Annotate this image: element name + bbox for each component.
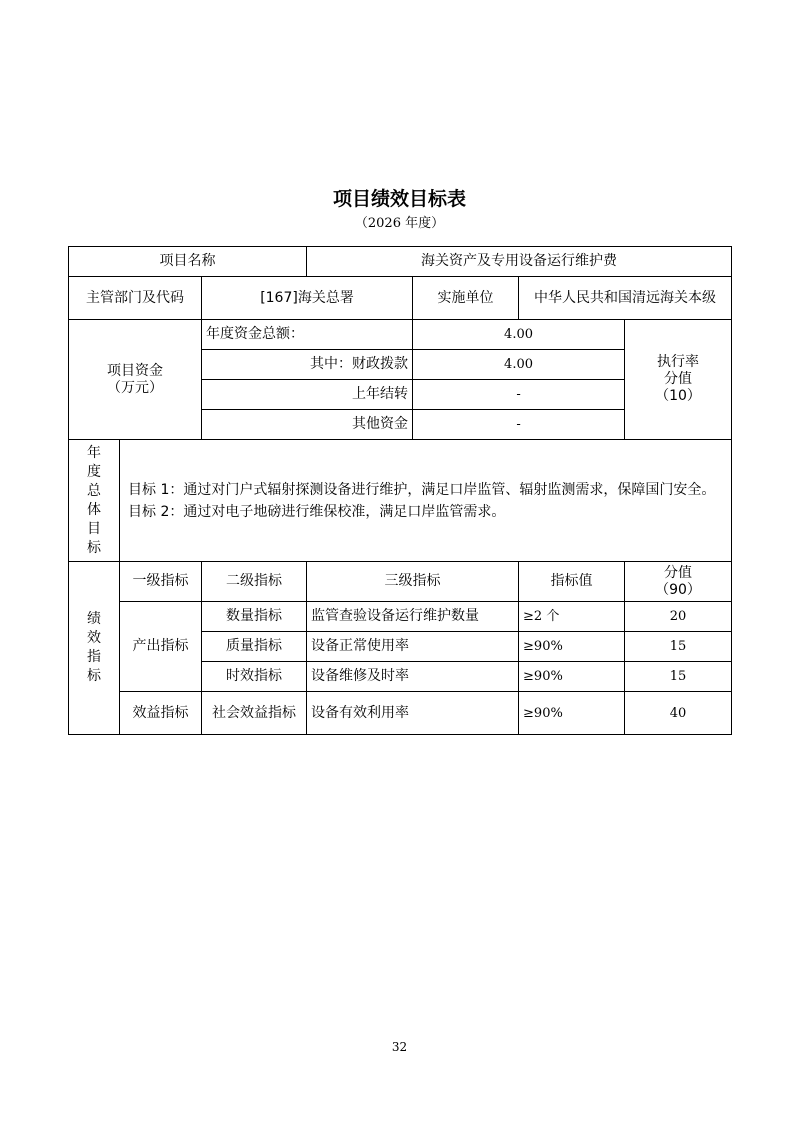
execution-rate-label: 执行率 分值 （10） bbox=[625, 320, 732, 440]
project-name-label: 项目名称 bbox=[69, 247, 307, 277]
annual-goal-label: 年 度 总 体 目 标 bbox=[69, 440, 120, 562]
header-level1: 一级指标 bbox=[120, 562, 202, 602]
page-number: 32 bbox=[391, 1040, 408, 1054]
table-row bbox=[69, 692, 732, 735]
funds-other-value: - bbox=[413, 410, 625, 440]
level3-cell: 设备有效利用率 bbox=[307, 692, 519, 735]
funds-total-value: 4.00 bbox=[413, 320, 625, 350]
impl-unit-label: 实施单位 bbox=[413, 277, 519, 320]
output-indicator-label: 产出指标 bbox=[120, 602, 202, 692]
table-row bbox=[69, 320, 732, 350]
dept-label: 主管部门及代码 bbox=[69, 277, 202, 320]
level2-cell: 时效指标 bbox=[202, 662, 307, 692]
page-title: 项目绩效目标表 bbox=[332, 188, 466, 210]
header-level2: 二级指标 bbox=[202, 562, 307, 602]
level3-cell: 设备正常使用率 bbox=[307, 632, 519, 662]
score-cell: 15 bbox=[625, 662, 732, 692]
funds-carryover-label: 上年结转 bbox=[202, 380, 413, 410]
funds-fiscal-value: 4.00 bbox=[413, 350, 625, 380]
page-subtitle: （2026 年度） bbox=[354, 216, 445, 231]
score-cell: 15 bbox=[625, 632, 732, 662]
table-row bbox=[69, 247, 732, 277]
header-score: 分值 （90） bbox=[625, 562, 732, 602]
benefit-indicator-label: 效益指标 bbox=[120, 692, 202, 735]
score-cell: 40 bbox=[625, 692, 732, 735]
annual-goal-text: 目标 1：通过对门户式辐射探测设备进行维护，满足口岸监管、辐射监测需求，保障国门安全。目标 2：通过对电子地磅进行维保校准，满足口岸监管需求。 bbox=[120, 440, 732, 562]
funds-label: 项目资金 （万元） bbox=[69, 320, 202, 440]
performance-table bbox=[68, 246, 732, 735]
dept-value: [167]海关总署 bbox=[202, 277, 413, 320]
level2-cell: 质量指标 bbox=[202, 632, 307, 662]
score-cell: 20 bbox=[625, 602, 732, 632]
level3-cell: 监管查验设备运行维护数量 bbox=[307, 602, 519, 632]
table-row bbox=[69, 277, 732, 320]
funds-other-label: 其他资金 bbox=[202, 410, 413, 440]
indicators-label: 绩 效 指 标 bbox=[69, 562, 120, 735]
funds-fiscal-label: 其中：财政拨款 bbox=[202, 350, 413, 380]
funds-total-label: 年度资金总额： bbox=[202, 320, 413, 350]
header-level3: 三级指标 bbox=[307, 562, 519, 602]
impl-unit-value: 中华人民共和国清远海关本级 bbox=[519, 277, 732, 320]
funds-carryover-value: - bbox=[413, 380, 625, 410]
table-row bbox=[69, 602, 732, 632]
value-cell: ≥90% bbox=[519, 662, 625, 692]
table-row bbox=[69, 440, 732, 562]
project-name-value: 海关资产及专用设备运行维护费 bbox=[307, 247, 732, 277]
value-cell: ≥90% bbox=[519, 692, 625, 735]
level3-cell: 设备维修及时率 bbox=[307, 662, 519, 692]
value-cell: ≥2 个 bbox=[519, 602, 625, 632]
level2-cell: 社会效益指标 bbox=[202, 692, 307, 735]
header-value: 指标值 bbox=[519, 562, 625, 602]
table-row bbox=[69, 562, 732, 602]
value-cell: ≥90% bbox=[519, 632, 625, 662]
level2-cell: 数量指标 bbox=[202, 602, 307, 632]
